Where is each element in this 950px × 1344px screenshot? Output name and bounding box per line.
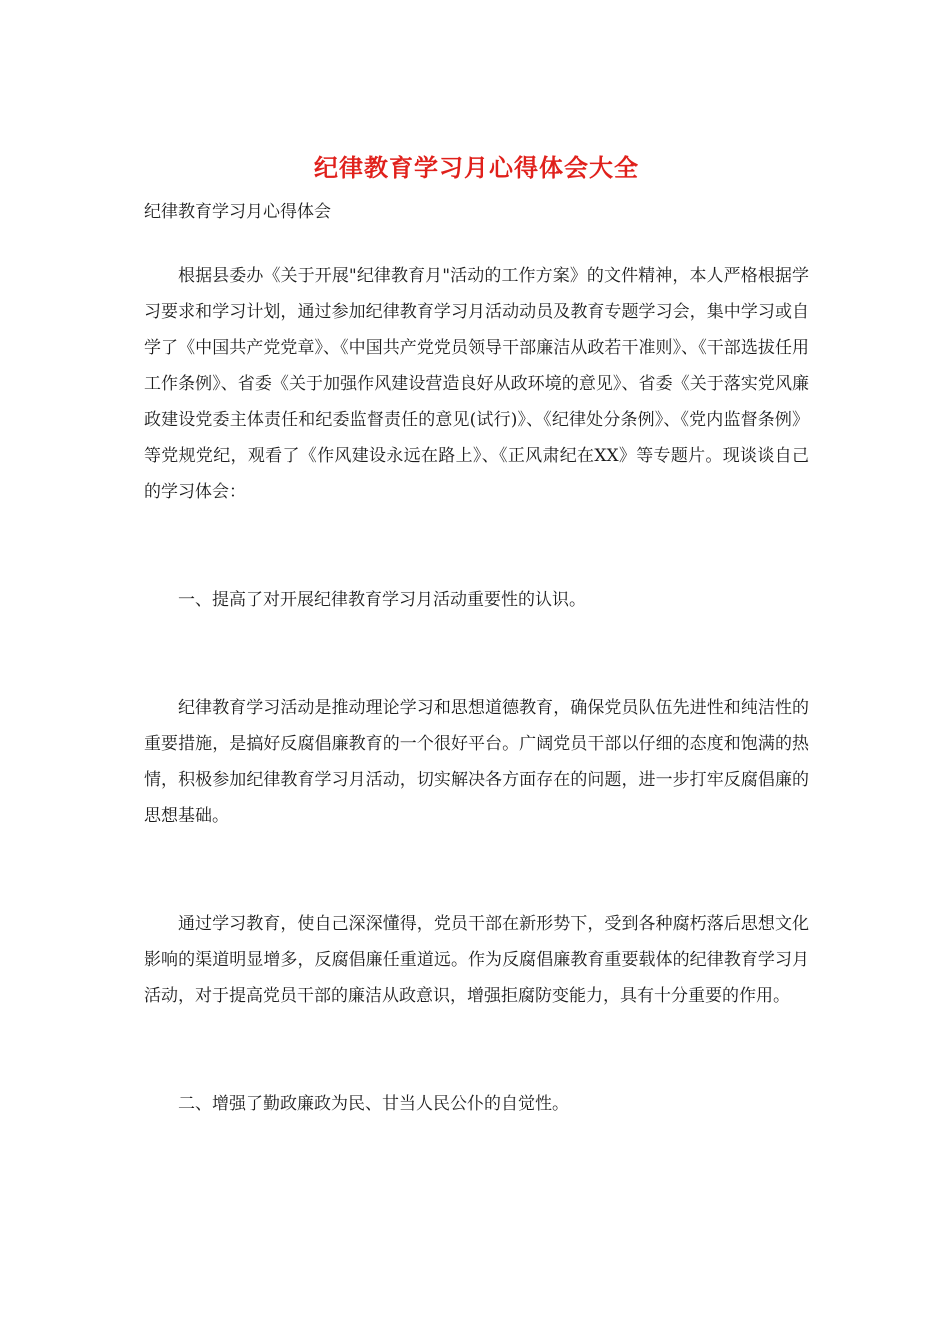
document-subtitle: 纪律教育学习月心得体会 bbox=[144, 202, 331, 222]
section-heading-2: 二、增强了勤政廉政为民、甘当人民公仆的自觉性。 bbox=[178, 1094, 569, 1114]
document-body bbox=[144, 146, 809, 1122]
paragraph-section-1a: 纪律教育学习活动是推动理论学习和思想道德教育，确保党员队伍先进性和纯洁性的重要措施，是搞好反腐倡廉教育的一个很好平台。广阔党员干部以仔细的态度和饱满的热情，积极参加纪律教育学习月活动，切实解决各方面存在的问题，进一步打牢反腐倡廉的思想基础。 bbox=[144, 698, 809, 826]
section-heading-1: 一、提高了对开展纪律教育学习月活动重要性的认识。 bbox=[178, 590, 586, 610]
paragraph-section-1b: 通过学习教育，使自己深深懂得，党员干部在新形势下，受到各种腐朽落后思想文化影响的渠道明显增多，反腐倡廉任重道远。作为反腐倡廉教育重要载体的纪律教育学习月活动，对于提高党员干部的廉洁从政意识，增强拒腐防变能力，具有十分重要的作用。 bbox=[144, 914, 809, 1006]
document-title: 纪律教育学习月心得体会大全 bbox=[314, 153, 639, 182]
paragraph-intro: 根据县委办《关于开展"纪律教育月"活动的工作方案》的文件精神，本人严格根据学习要求和学习计划，通过参加纪律教育学习月活动动员及教育专题学习会，集中学习或自学了《中国共产党党章》、《中国共产党党员领导干部廉洁从政若干准则》、《干部选拔任用工作条例》、省委《关于加强作风建设营造良好从政环境的意见》、省委《关于落实党风廉政建设党委主体责任和纪委监督责任的意见(试行)》、《纪律处分条例》、《党内监督条例》等党规党纪，观看了《作风建设永远在路上》、《正风肃纪在XX》等专题片。现谈谈自己的学习体会： bbox=[144, 266, 809, 502]
